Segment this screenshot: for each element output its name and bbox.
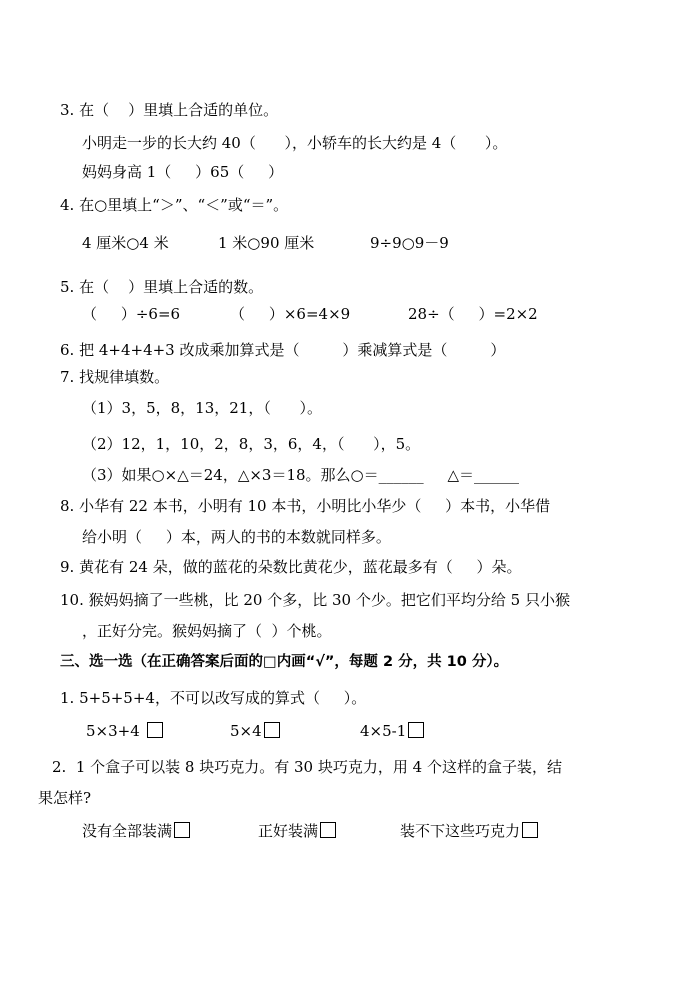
q5-title: 5. 在（ ）里填上合适的数。	[60, 278, 264, 296]
q8-line2: 给小明（ ）本，两人的书的本数就同样多。	[82, 528, 391, 546]
q4-part-c: 9÷9○9－9	[370, 234, 449, 252]
q10-line1: 10. 猴妈妈摘了一些桃，比 20 个多，比 30 个少。把它们平均分给 5 只小猴	[60, 591, 570, 609]
s3-q1-option-b-label: 5×4	[230, 722, 262, 740]
s3-q2-option-c-label: 装不下这些巧克力	[400, 822, 521, 840]
q5-part-c: 28÷（ ）=2×2	[408, 305, 538, 323]
q9: 9. 黄花有 24 朵，做的蓝花的朵数比黄花少，蓝花最多有（ ）朵。	[60, 558, 522, 576]
s3-q2-option-b	[258, 821, 336, 841]
s3-q1-option-c-label: 4×5-1	[360, 722, 407, 740]
q4-part-a: 4 厘米○4 米	[82, 234, 169, 252]
checkbox-square-icon[interactable]	[174, 822, 190, 838]
s3-q1-option-a-label: 5×3+4	[86, 722, 140, 740]
s3-q2-option-a	[82, 821, 190, 841]
s3-q1: 1. 5+5+5+4，不可以改写成的算式（ ）。	[60, 689, 367, 707]
checkbox-square-icon[interactable]	[408, 722, 424, 738]
q10-line2: ，正好分完。猴妈妈摘了（ ）个桃。	[82, 622, 332, 640]
q4-part-b: 1 米○90 厘米	[218, 234, 315, 252]
q3-line1: 小明走一步的长大约 40（ ），小轿车的长大约是 4（ ）。	[82, 134, 508, 152]
s3-q2-option-b-label: 正好装满	[258, 822, 319, 840]
section-3-title: 三、选一选（在正确答案后面的□内画“√”，每题 2 分，共 10 分）。	[60, 654, 509, 670]
q6: 6. 把 4+4+4+3 改成乘加算式是（ ）乘减算式是（ ）	[60, 341, 506, 359]
s3-q2-option-a-label: 没有全部装满	[82, 822, 173, 840]
s3-q2-line1: 2. 1 个盒子可以装 8 块巧克力。有 30 块巧克力，用 4 个这样的盒子装，结	[52, 758, 562, 776]
checkbox-square-icon[interactable]	[147, 722, 163, 738]
s3-q1-option-b	[230, 721, 280, 741]
q4-title: 4. 在○里填上“＞”、“＜”或“＝”。	[60, 196, 289, 214]
q3-title: 3. 在（ ）里填上合适的单位。	[60, 101, 279, 119]
s3-q1-option-c	[360, 721, 424, 741]
q7-item-3: （3）如果○×△＝24，△×3＝18。那么○＝______ △＝______	[82, 466, 520, 484]
s3-q2-line2: 果怎样?	[38, 789, 92, 807]
checkbox-square-icon[interactable]	[522, 822, 538, 838]
q3-line2: 妈妈身高 1（ ）65（ ）	[82, 163, 284, 181]
q7-item-2: （2）12，1，10，2，8，3，6，4，（ ），5。	[82, 435, 421, 453]
q8-line1: 8. 小华有 22 本书，小明有 10 本书，小明比小华少（ ）本书，小华借	[60, 497, 551, 515]
s3-q1-option-a	[86, 721, 163, 741]
q7-title: 7. 找规律填数。	[60, 368, 170, 386]
q5-part-a: （ ）÷6=6	[82, 305, 181, 323]
q7-item-1: （1）3，5，8，13，21，（ ）。	[82, 399, 322, 417]
checkbox-square-icon[interactable]	[264, 722, 280, 738]
checkbox-square-icon[interactable]	[320, 822, 336, 838]
q5-part-b: （ ）×6=4×9	[230, 305, 351, 323]
s3-q2-option-c	[400, 821, 538, 841]
